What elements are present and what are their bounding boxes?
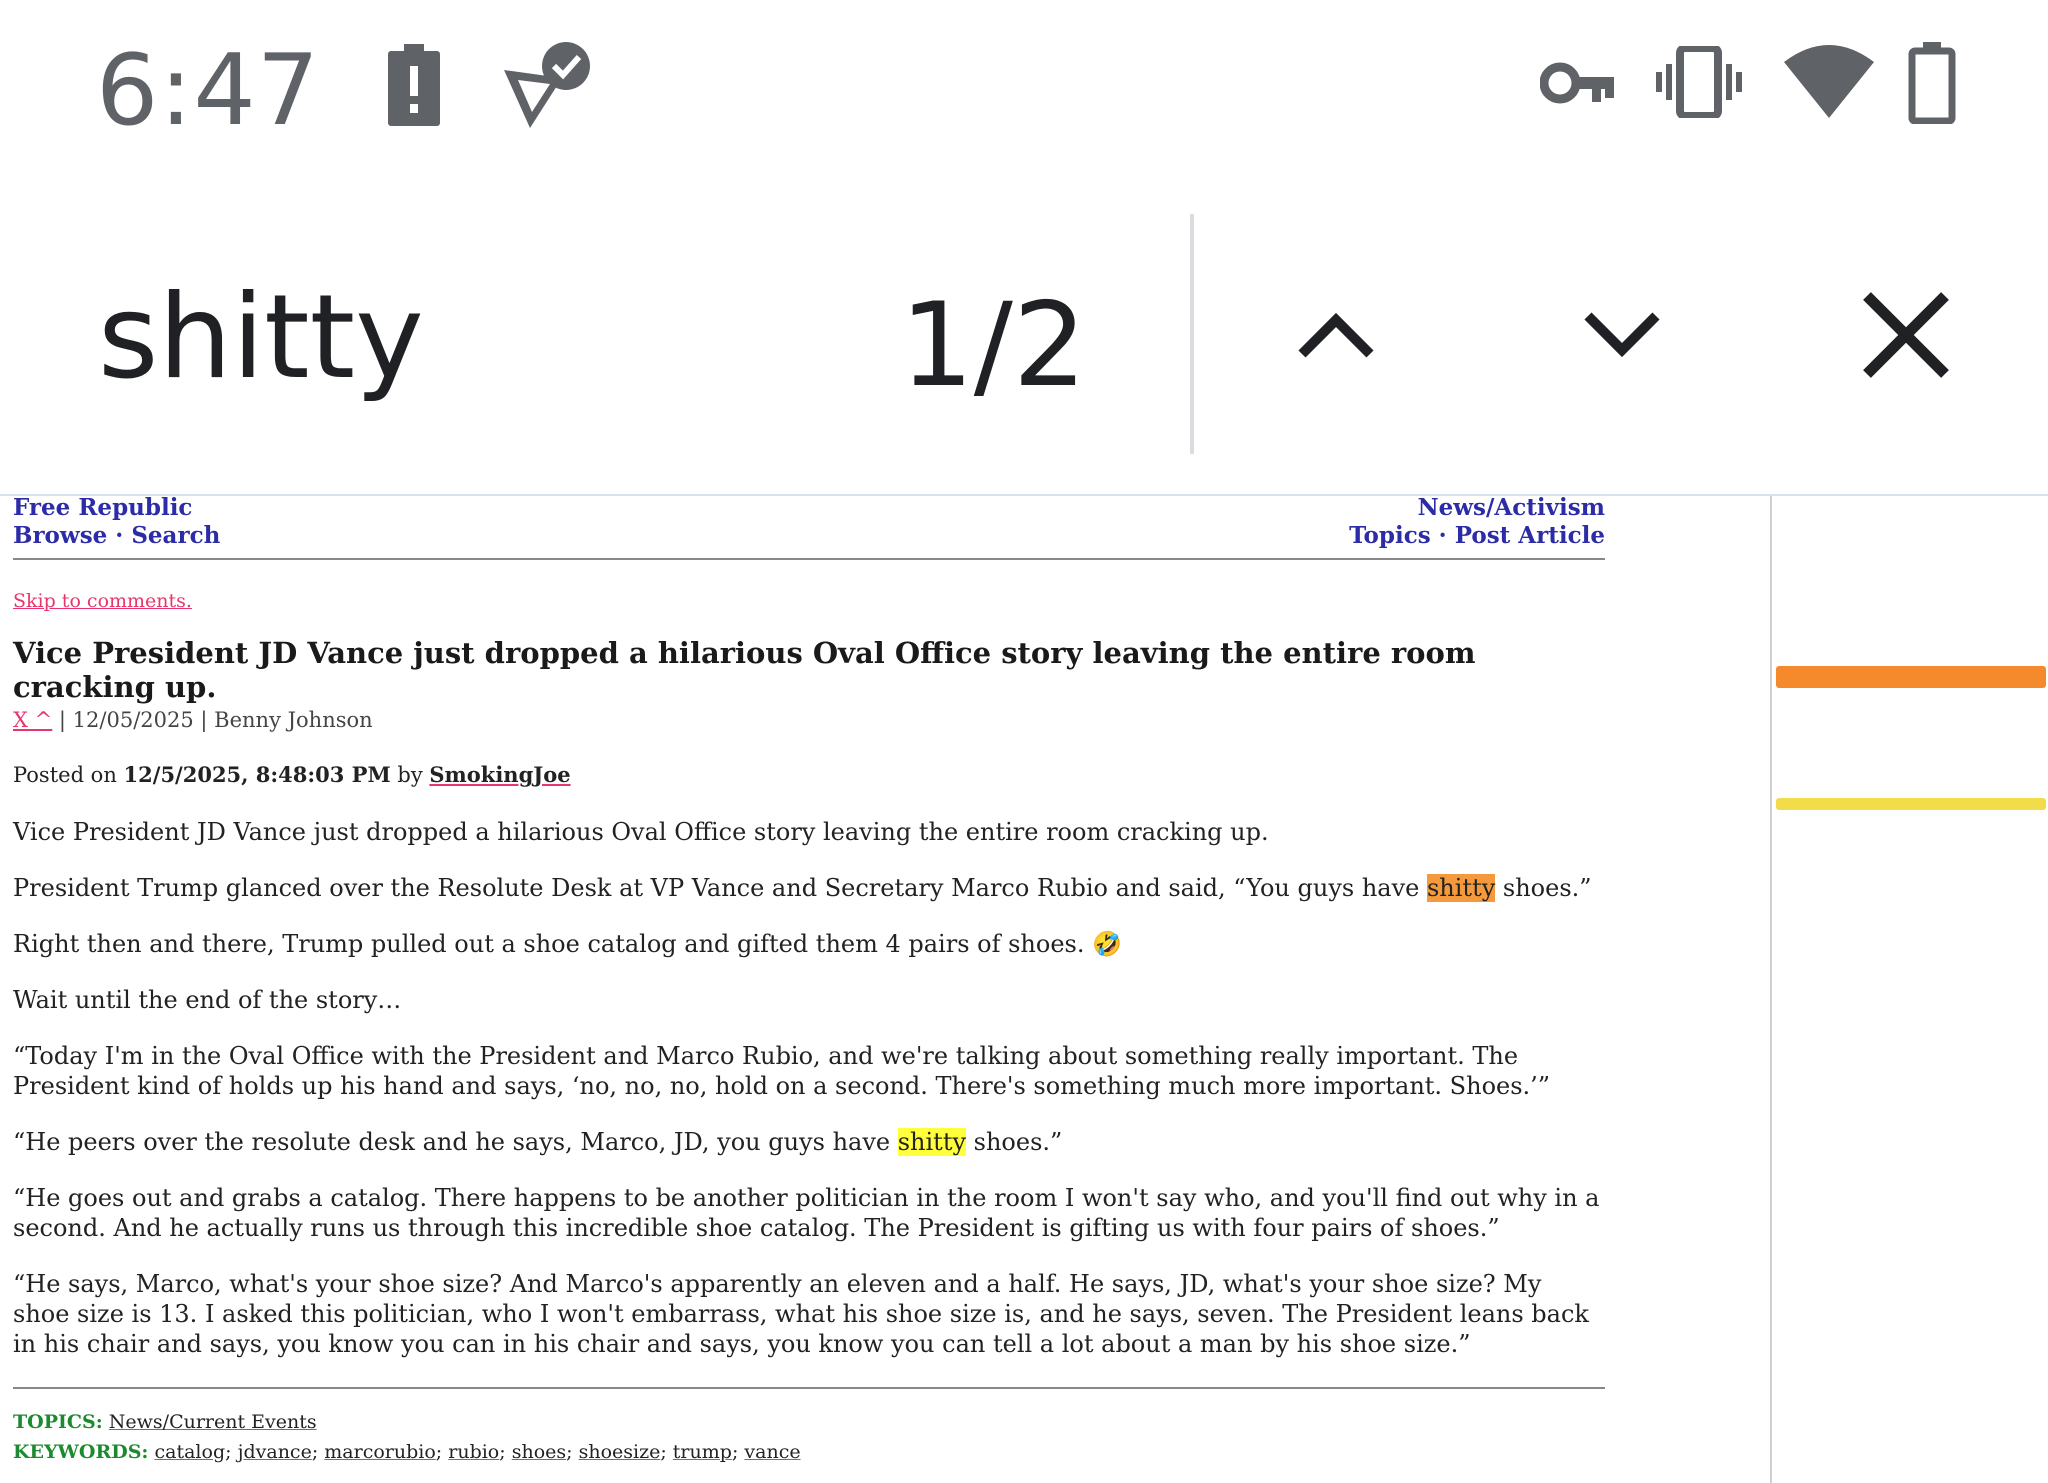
paragraph-text: shoes.” [966,1128,1063,1156]
status-time: 6:47 [96,34,321,148]
status-bar [0,0,2048,180]
keyword-separator: ; [225,1441,238,1463]
body-paragraph: “He goes out and grabs a catalog. There happens to be another politician in the room I won't say who, and you'll find out why in a second. And he actually runs us through this incredible shoe catalog. The President is gifting us with four pairs of shoes.” [13,1184,1600,1242]
divider [13,1387,1605,1389]
source-link[interactable]: X ^ [13,708,53,732]
article-container [13,496,1605,1467]
next-match-button[interactable] [1542,255,1702,415]
chevron-up-icon [1296,310,1376,360]
current-match-marker[interactable] [1776,666,2046,688]
topics-row [13,1407,1605,1437]
body-paragraph: “Today I'm in the Oval Office with the President and Marco Rubio, and we're talking about something really important. The President kind of holds up his hand and says, ‘no, no, no, hold on a second. There's something much more important. Shoes.’” [13,1042,1551,1100]
keyword-separator: ; [435,1441,449,1463]
nav-separator: · [1430,522,1455,549]
chevron-down-icon [1582,310,1662,360]
search-link[interactable]: Search [131,522,221,549]
close-icon [1861,290,1951,380]
keywords-label: KEYWORDS: [13,1441,149,1463]
nav-left [13,496,220,550]
wifi-signal-icon [1784,44,1874,118]
wifi-check-icon [500,40,592,130]
keyword-link[interactable]: shoes [511,1441,567,1463]
keyword-link[interactable]: jdvance [237,1441,312,1463]
keyword-link[interactable]: trump [672,1441,732,1463]
paragraph-text: “He peers over the resolute desk and he says, Marco, JD, you guys have [13,1128,898,1156]
vpn-key-icon [1540,60,1616,106]
meta-separator: | [52,708,73,732]
find-match-count: 1/2 [900,278,1087,413]
previous-match-button[interactable] [1256,255,1416,415]
find-match-scroll-track[interactable] [1770,496,2048,1483]
find-divider [1190,214,1194,454]
battery-icon [1908,42,1956,124]
article-date: 12/05/2025 [72,708,194,732]
keyword-separator: ; [731,1441,745,1463]
posted-datetime: 12/5/2025, 8:48:03 PM [123,762,391,787]
body-paragraph: Wait until the end of the story… [13,986,402,1014]
posted-info [13,762,1605,787]
posted-prefix: Posted on [13,763,117,787]
find-match: shitty [897,1128,967,1156]
nav-right [1349,496,1605,550]
divider [13,558,1605,560]
paragraph-text: President Trump glanced over the Resolute Desk at VP Vance and Secretary Marco Rubio and said, “You guys have [13,874,1427,902]
keywords-row [13,1437,1605,1467]
keyword-separator: ; [660,1441,673,1463]
keyword-link[interactable]: vance [744,1441,801,1463]
match-marker[interactable] [1776,798,2046,810]
find-in-page-bar [0,180,2048,496]
nav-separator: · [107,522,132,549]
keyword-separator: ; [499,1441,512,1463]
keyword-link[interactable]: catalog [154,1441,226,1463]
poster-user-link[interactable]: SmokingJoe [429,762,571,787]
topics-label: TOPICS: [13,1411,103,1433]
paragraph-text: shoes.” [1495,874,1592,902]
site-nav [13,496,1605,552]
body-paragraph [13,1127,1605,1157]
keyword-separator: ; [311,1441,325,1463]
posted-by: by [397,763,423,787]
keyword-link[interactable]: marcorubio [324,1441,436,1463]
web-page [0,496,1770,1483]
keyword-separator: ; [566,1441,579,1463]
topics-link[interactable]: Topics [1349,522,1431,549]
body-paragraph: Right then and there, Trump pulled out a shoe catalog and gifted them 4 pairs of shoes. 🤣 [13,930,1122,958]
article-meta [13,708,1605,732]
find-query-input[interactable]: shitty [98,270,424,405]
section-link[interactable]: News/Activism [1417,496,1605,521]
body-paragraph [13,873,1605,903]
battery-alert-icon [386,44,442,126]
close-find-button[interactable] [1826,255,1986,415]
topics-section [13,1407,1605,1467]
post-article-link[interactable]: Post Article [1454,522,1605,549]
skip-to-comments-link[interactable]: Skip to comments. [13,590,192,612]
body-paragraph: Vice President JD Vance just dropped a hilarious Oval Office story leaving the entire room cracking up. [13,818,1269,846]
vibrate-icon [1656,46,1742,118]
browse-link[interactable]: Browse [13,522,108,549]
article-title: Vice President JD Vance just dropped a hilarious Oval Office story leaving the entire room cracking up. [13,636,1476,704]
skip-section [13,590,1605,612]
keyword-link[interactable]: shoesize [578,1441,661,1463]
article-author: Benny Johnson [214,708,373,732]
body-paragraph: “He says, Marco, what's your shoe size? And Marco's apparently an eleven and a half. He says, JD, what's your shoe size? My shoe size is 13. I asked this politician, who I won't embarrass, what his shoe size is, and he says, seven. The President leans back in his chair and says, you know you can in his chair and says, you know you can tell a lot about a man by his shoe size.” [13,1270,1589,1358]
meta-separator: | [193,708,215,732]
find-match-current: shitty [1426,874,1496,902]
site-home-link[interactable]: Free Republic [13,496,193,521]
keyword-link[interactable]: rubio [448,1441,500,1463]
topic-link[interactable]: News/Current Events [108,1411,317,1433]
